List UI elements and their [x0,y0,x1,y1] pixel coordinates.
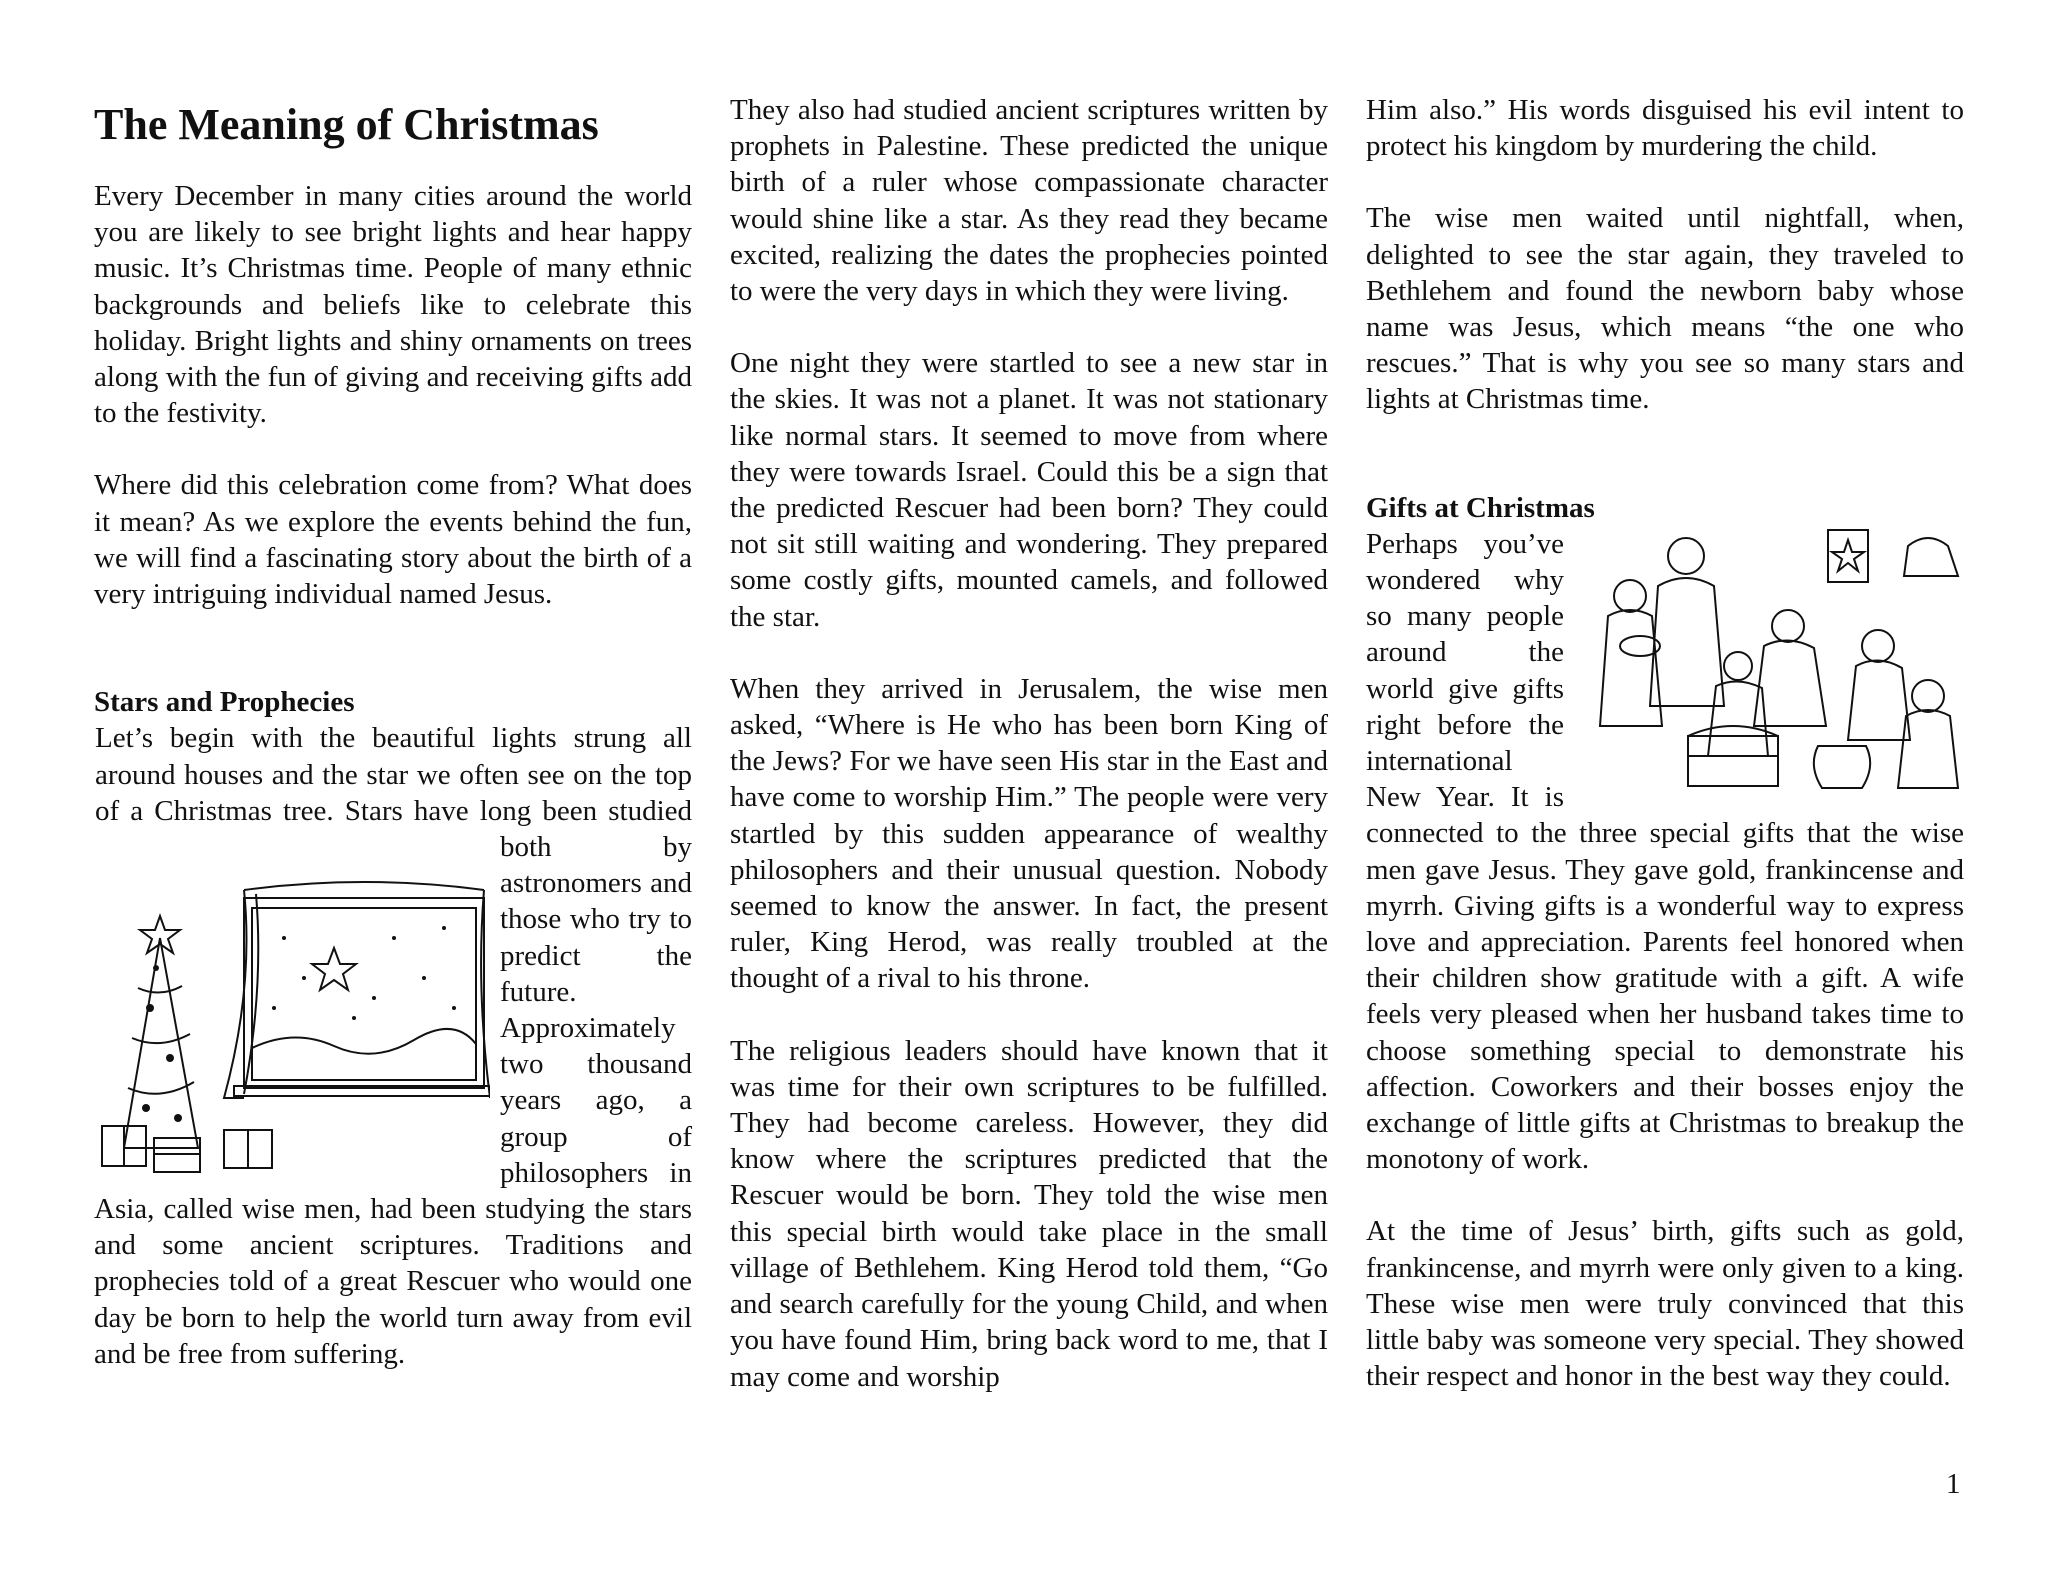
heading-gifts-at-christmas: Gifts at Christmas [1366,491,1595,524]
paragraph-jerusalem: When they arrived in Jerusalem, the wise men asked, “Where is He who has been born King of the Jews? For we have seen His star in the East and have come to worship Him.” The people were very startled by this sudden appearance of wealthy philosophers and their unusual question. Nobody seemed to know the answer. In fact, the present ruler, King Herod, was really troubled at the thought of a rival to his throne. [730,672,1328,995]
nativity-wise-men-illustration [1578,526,1964,796]
paragraph-intro: Every December in many cities around the world you are likely to see bright lights and hear happy music. It’s Christmas time. People of many ethnic backgrounds and beliefs like to celebrate this holiday. Bright lights and shiny ornaments on trees along with the fun of giving and receiving gifts add to the festivity. [94,180,692,430]
paragraph-religious-leaders: The religious leaders should have known that it was time for their own scriptures to be fulfilled. They had become careless. However, they did know where the scriptures predicted that the Rescuer would be born. They told the wise men this special birth would take place in the small village of Bethlehem. King Herod told them, “Go and search carefully for the young Child, and when you have found Him, bring back word to me, that I may come and worship [730,1034,1328,1393]
paragraph-scriptures: They also had studied ancient scriptures written by prophets in Palestine. These predicted the unique birth of a ruler whose compassionate character would shine like a star. As they read they became excited, realizing the dates the prophecies pointed to were the very days in which they were living. [730,94,1328,308]
paragraph-gifts-king: At the time of Jesus’ birth, gifts such as gold, frankincense, and myrrh were only given to a king. These wise men were truly convinced that this little baby was someone very special. They showed their respect and honor in the best way they could. [1366,1215,1964,1393]
christmas-tree-window-illustration [94,868,490,1176]
paragraph-origin: Where did this celebration come from? What does it mean? As we explore the events behind the fun, we will find a fascinating story about the birth of a very intriguing individual named Jesus. [94,469,692,611]
page-number: 1 [1946,1468,1961,1500]
paragraph-bethlehem: The wise men waited until nightfall, when, delighted to see the star again, they traveled to Bethlehem and found the newborn baby whose name was Jesus, which means “the one who rescues.” That is why you see so many stars and lights at Christmas time. [1366,202,1964,416]
column-2 [730,92,1328,1395]
paragraph-stars: Let’s begin with the beautiful lights strung all around houses and the star we often see on the top of a Christmas tree. Stars have long been studied both by astronomers and those who try to predict the future. Approximately two thousand years ago, a group of philosophers in Asia, called wise men, had been studying the stars and some ancient scriptures. Traditions and prophecies told of a great Rescuer who would one day be born to help the world turn away from evil and be free from suffering. [94,722,692,1370]
column-3 [1366,92,1964,1395]
paragraph-herod: Him also.” His words disguised his evil intent to protect his kingdom by murdering the child. [1366,94,1964,163]
paragraph-gifts: Perhaps you’ve wondered why so many people around the world give gifts right before the international New Year. It is connected to the three special gifts that the wise men gave Jesus. They gave gold, frankincense and myrrh. Giving gifts is a wonderful way to express love and appreciation. Parents feel honored when their children show gratitude with a gift. A wife feels very pleased when her husband takes time to choose something special to demonstrate his affection. Coworkers and their bosses enjoy the exchange of little gifts at Christmas to breakup the monotony of work. [1366,527,1964,1176]
heading-stars-prophecies: Stars and Prophecies [94,686,355,719]
page-title: The Meaning of Christmas [94,100,599,149]
paragraph-new-star: One night they were startled to see a new star in the skies. It was not a planet. It was not stationary like normal stars. It seemed to move from where they were towards Israel. Could this be a sign that the predicted Rescuer had been born? They could not sit still waiting and wondering. They prepared some costly gifts, mounted camels, and followed the star. [730,347,1328,633]
column-1 [94,92,692,1372]
gifts-section [1366,526,1964,1178]
stars-section [94,720,692,1372]
